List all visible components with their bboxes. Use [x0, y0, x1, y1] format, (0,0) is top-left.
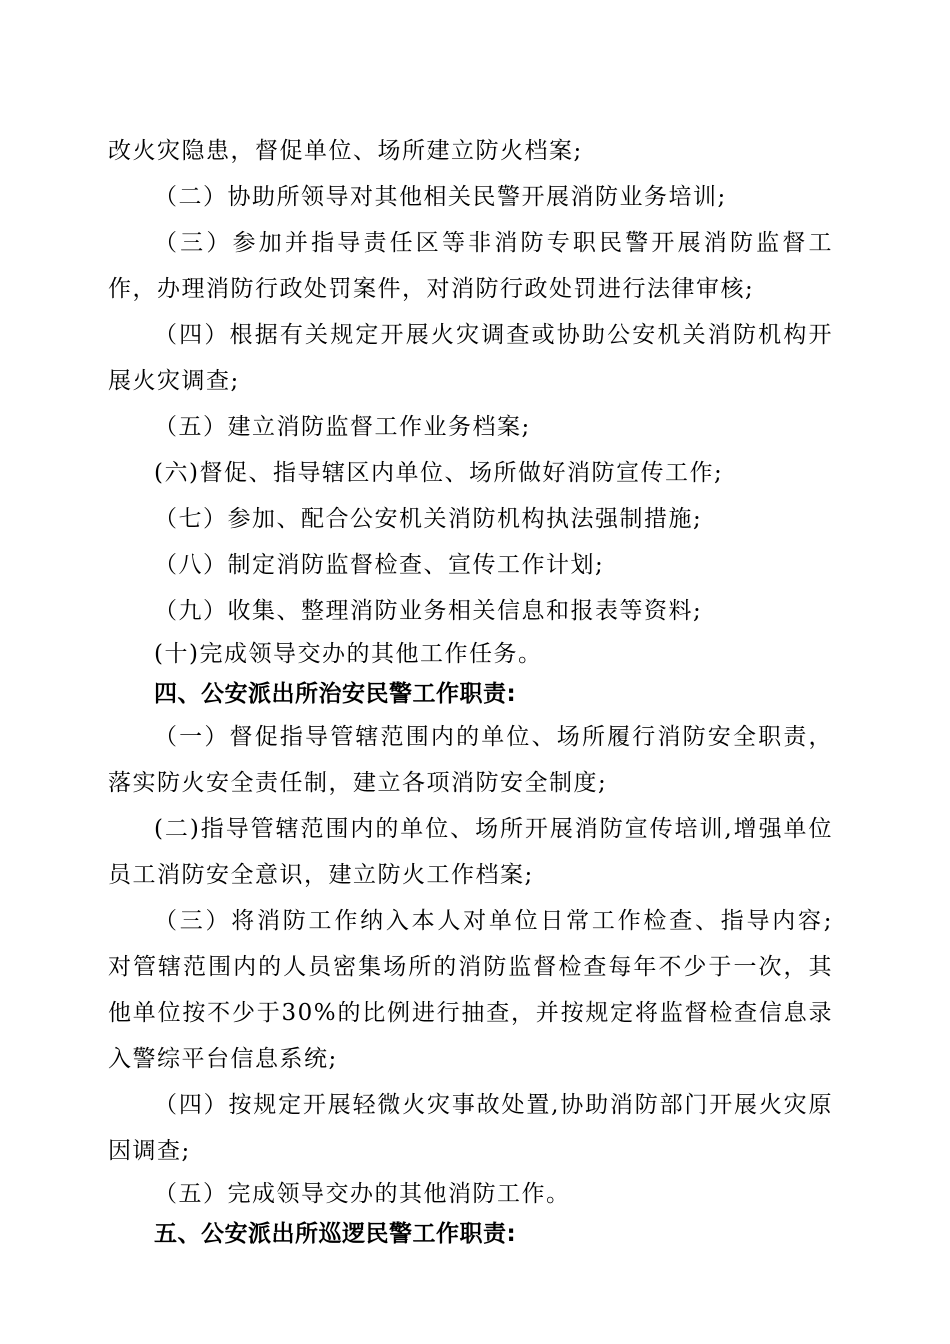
duty-item-6: (六)督促、指导辖区内单位、场所做好消防宣传工作;	[154, 460, 724, 486]
duty-item-3: （三）参加并指导责任区等非消防专职民警开展消防监督工作，办理消防行政处罚案件，对消防行政处罚进行法律审核;	[108, 230, 833, 302]
security-duty-item-2: (二)指导管辖范围内的单位、场所开展消防宣传培训,增强单位员工消防安全意识，建立防火工作档案;	[108, 816, 833, 888]
duty-item-4: （四）根据有关规定开展火灾调查或协助公安机关消防机构开展火灾调查;	[108, 322, 833, 394]
security-duty-item-3: （三）将消防工作纳入本人对单位日常工作检查、指导内容; 对管辖范围内的人员密集场所的消防监督检查每年不少于一次，其他单位按不少于30%的比例进行抽查，并按规定将监督检查信息录入警综平台信息系统;	[108, 908, 833, 1072]
security-duty-item-5: （五）完成领导交办的其他消防工作。	[154, 1181, 571, 1207]
duty-item-10: (十)完成领导交办的其他工作任务。	[154, 641, 543, 667]
duty-item-9: （九）收集、整理消防业务相关信息和报表等资料;	[154, 598, 703, 624]
security-duty-item-4: （四）按规定开展轻微火灾事故处置,协助消防部门开展火灾原因调查;	[108, 1092, 833, 1164]
section-heading-5: 五、公安派出所巡逻民警工作职责:	[154, 1221, 517, 1247]
document-body	[108, 128, 833, 1254]
paragraph-continuation: 改火灾隐患，督促单位、场所建立防火档案;	[108, 138, 583, 164]
duty-item-7: （七）参加、配合公安机关消防机构执法强制措施;	[154, 506, 703, 532]
duty-item-8: （八）制定消防监督检查、宣传工作计划;	[154, 552, 605, 578]
section-heading-4: 四、公安派出所治安民警工作职责:	[154, 681, 517, 707]
duty-item-2: （二）协助所领导对其他相关民警开展消防业务培训;	[154, 184, 727, 210]
duty-item-5: （五）建立消防监督工作业务档案;	[154, 414, 531, 440]
security-duty-item-1: （一）督促指导管辖范围内的单位、场所履行消防安全职责，落实防火安全责任制，建立各项消防安全制度;	[108, 724, 833, 796]
